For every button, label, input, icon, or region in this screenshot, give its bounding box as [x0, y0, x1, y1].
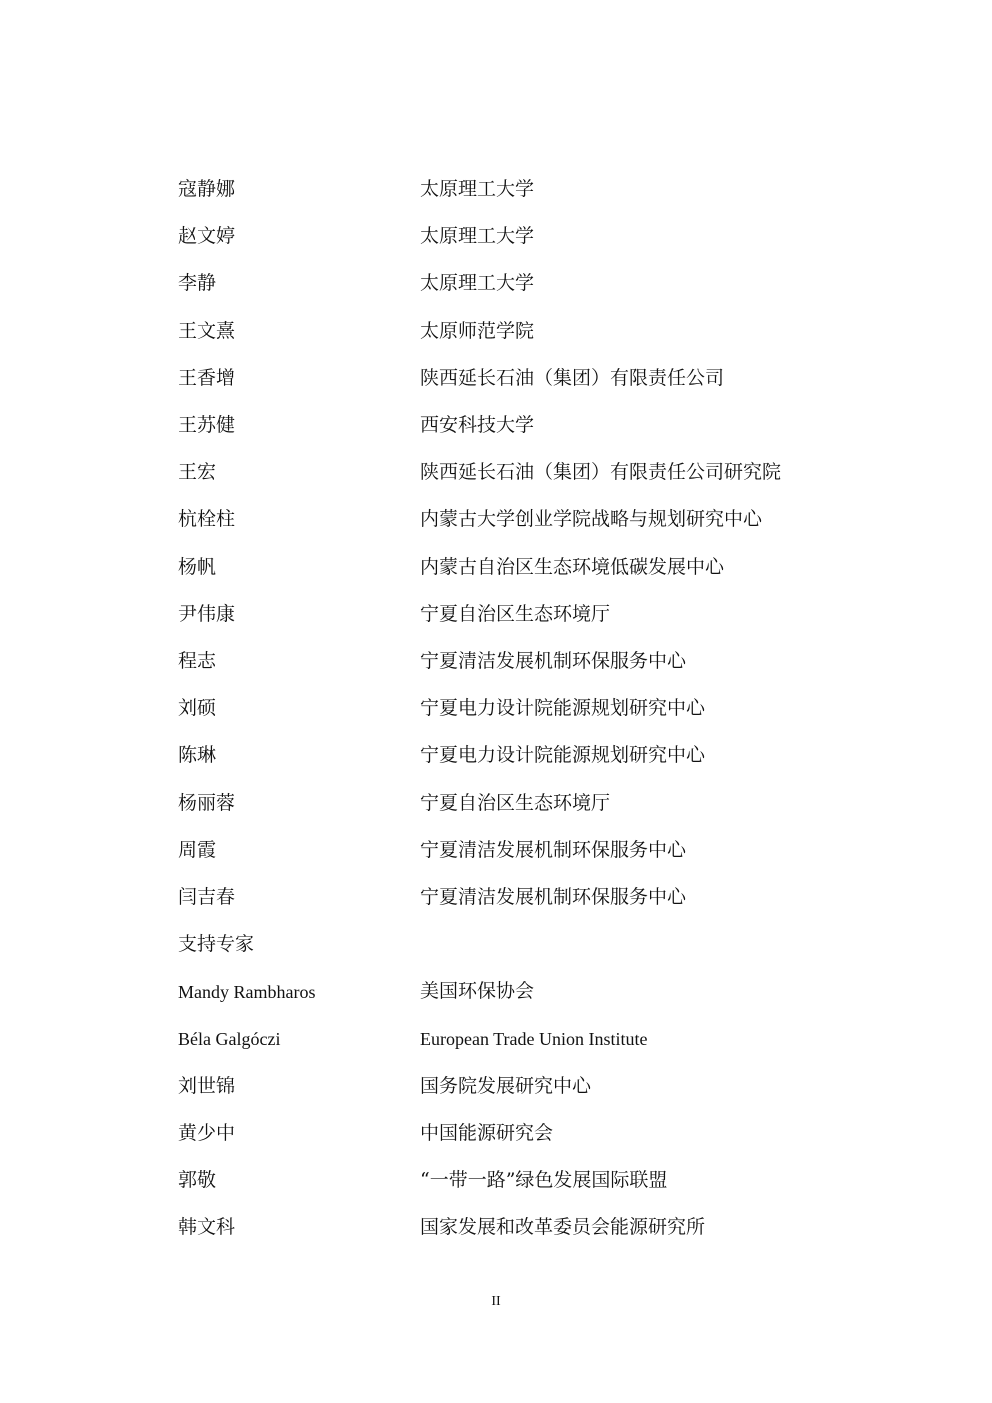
person-name: 陈琳 — [178, 744, 217, 767]
person-name: 王文熹 — [178, 319, 236, 342]
person-name: Mandy Rambharos — [178, 981, 316, 1002]
organization-name: 太原理工大学 — [420, 178, 535, 201]
person-name: 寇静娜 — [178, 178, 236, 201]
person-name: 王宏 — [178, 461, 217, 484]
list-item — [178, 685, 878, 732]
section-heading-row — [178, 921, 878, 968]
list-item — [178, 496, 878, 543]
person-name: 王苏健 — [178, 414, 236, 437]
organization-name: 太原理工大学 — [420, 272, 535, 295]
person-name: Béla Galgóczi — [178, 1028, 281, 1049]
organization-name: 太原师范学院 — [420, 319, 535, 342]
organization-name: 内蒙古自治区生态环境低碳发展中心 — [420, 555, 725, 578]
organization-name: 陕西延长石油（集团）有限责任公司 — [420, 366, 725, 389]
organization-name: 中国能源研究会 — [420, 1121, 554, 1144]
person-name: 周霞 — [178, 838, 217, 861]
person-name: 刘世锦 — [178, 1074, 236, 1097]
section-heading: 支持专家 — [178, 933, 255, 956]
list-item — [178, 1204, 878, 1251]
contributor-list — [178, 166, 878, 1251]
organization-name: “一带一路”绿色发展国际联盟 — [420, 1169, 668, 1192]
list-item — [178, 544, 878, 591]
organization-name: 太原理工大学 — [420, 225, 535, 248]
organization-name: 国家发展和改革委员会能源研究所 — [420, 1216, 706, 1239]
list-item — [178, 1015, 878, 1062]
organization-name: European Trade Union Institute — [420, 1028, 648, 1049]
organization-name: 宁夏清洁发展机制环保服务中心 — [420, 885, 687, 908]
person-name: 赵文婷 — [178, 225, 236, 248]
organization-name: 宁夏自治区生态环境厅 — [420, 791, 611, 814]
list-item — [178, 1157, 878, 1204]
page-number: II — [491, 1294, 501, 1309]
person-name: 郭敬 — [178, 1169, 217, 1192]
person-name: 杭栓柱 — [178, 508, 236, 531]
person-name: 刘硕 — [178, 697, 217, 720]
list-item — [178, 1063, 878, 1110]
list-item — [178, 779, 878, 826]
list-item — [178, 968, 878, 1015]
organization-name: 陕西延长石油（集团）有限责任公司研究院 — [420, 461, 782, 484]
list-item — [178, 732, 878, 779]
organization-name: 内蒙古大学创业学院战略与规划研究中心 — [420, 508, 763, 531]
person-name: 王香增 — [178, 366, 236, 389]
list-item — [178, 874, 878, 921]
person-name: 杨帆 — [178, 555, 217, 578]
person-name: 杨丽蓉 — [178, 791, 236, 814]
organization-name: 宁夏电力设计院能源规划研究中心 — [420, 697, 706, 720]
organization-name: 西安科技大学 — [420, 414, 535, 437]
list-item — [178, 166, 878, 213]
organization-name: 宁夏自治区生态环境厅 — [420, 602, 611, 625]
list-item — [178, 827, 878, 874]
list-item — [178, 308, 878, 355]
list-item — [178, 1110, 878, 1157]
organization-name: 宁夏清洁发展机制环保服务中心 — [420, 838, 687, 861]
list-item — [178, 449, 878, 496]
organization-name: 宁夏清洁发展机制环保服务中心 — [420, 649, 687, 672]
organization-name: 国务院发展研究中心 — [420, 1074, 592, 1097]
list-item — [178, 355, 878, 402]
organization-name: 宁夏电力设计院能源规划研究中心 — [420, 744, 706, 767]
person-name: 韩文科 — [178, 1216, 236, 1239]
person-name: 尹伟康 — [178, 602, 236, 625]
list-item — [178, 638, 878, 685]
person-name: 李静 — [178, 272, 217, 295]
list-item — [178, 591, 878, 638]
person-name: 程志 — [178, 649, 217, 672]
organization-name: 美国环保协会 — [420, 980, 535, 1003]
list-item — [178, 260, 878, 307]
list-item — [178, 402, 878, 449]
person-name: 闫吉春 — [178, 885, 236, 908]
person-name: 黄少中 — [178, 1121, 236, 1144]
list-item — [178, 213, 878, 260]
